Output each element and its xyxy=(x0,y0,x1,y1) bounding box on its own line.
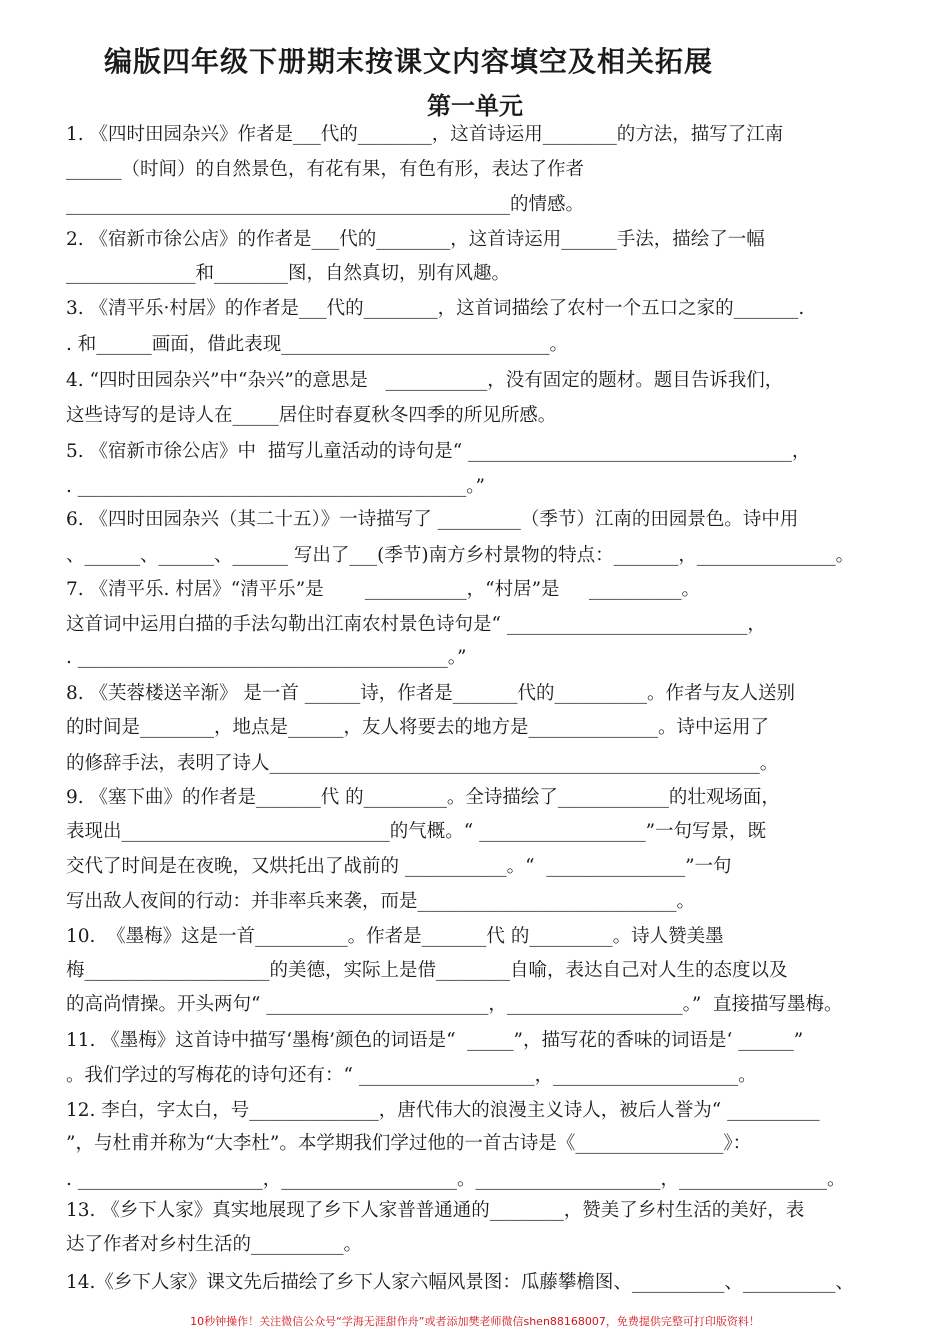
worksheet-line: ________________________________________________的情感。 xyxy=(66,194,585,215)
worksheet-line: 交代了时间是在夜晚，又烘托出了战前的 ___________。“ _______________”一句 xyxy=(66,856,732,877)
worksheet-line: 4. “四时田园杂兴”中“杂兴”的意思是 ___________，没有固定的题材。题目告诉我们， xyxy=(66,370,784,391)
worksheet-line: 达了作者对乡村生活的__________。 xyxy=(66,1234,363,1255)
worksheet-line: 梅____________________的美德，实际上是借________自喻，表达自己对人生的态度以及 xyxy=(66,960,788,981)
worksheet-line: 8. 《芙蓉楼送辛渐》 是一首 ______诗，作者是_______代的__________。作者与友人送别 xyxy=(66,683,796,704)
worksheet-line: 2. 《宿新市徐公店》的作者是___代的________，这首诗运用______手法，描绘了一幅 xyxy=(66,229,765,250)
worksheet-line: 10. 《墨梅》这是一首__________。作者是_______代 的_________。诗人赞美墨 xyxy=(66,926,724,947)
worksheet-line: . ____________________，___________________。____________________，________________。 xyxy=(66,1169,846,1190)
worksheet-line: 表现出_____________________________的气概。“ __________________”一句写景，既 xyxy=(66,821,767,842)
worksheet-line: ______（时间）的自然景色，有花有果，有色有形，表达了作者 xyxy=(66,159,585,180)
worksheet-line: 的时间是________，地点是______，友人将要去的地方是______________。诗中运用了 xyxy=(66,717,770,738)
worksheet-line: 7. 《清平乐. 村居》“清平乐”是 ___________，“村居”是 __________。 xyxy=(66,579,700,600)
worksheet-line: . __________________________________________。” xyxy=(66,476,485,497)
worksheet-line: 这些诗写的是诗人在_____居住时春夏秋冬四季的所见所感。 xyxy=(66,405,557,426)
worksheet-line: ______________和________图，自然真切，别有风趣。 xyxy=(66,263,511,284)
worksheet-line: 14.《乡下人家》课文先后描绘了乡下人家六幅风景图：瓜藤攀檐图、__________、__________、 xyxy=(66,1272,854,1293)
worksheet-line: 13. 《乡下人家》真实地展现了乡下人家普普通通的________，赞美了乡村生活的美好，表 xyxy=(66,1200,805,1221)
worksheet-line: 9. 《塞下曲》的作者是_______代 的_________。全诗描绘了____________的壮观场面， xyxy=(66,787,780,808)
worksheet-line: 写出敌人夜间的行动：并非率兵来袭，而是____________________________。 xyxy=(66,891,696,912)
worksheet-line: 11. 《墨梅》这首诗中描写‘墨梅’颜色的词语是“ _____”，描写花的香味的词语是‘ ______” xyxy=(66,1030,804,1051)
worksheet-line: 的高尚情操。开头两句“ ________________________，___________________。” 直接描写墨梅。 xyxy=(66,994,843,1015)
worksheet-line: 3. 《清平乐·村居》的作者是___代的________，这首词描绘了农村一个五口之家的_______. xyxy=(66,298,805,319)
worksheet-line: 这首词中运用白描的手法勾勒出江南农村景色诗句是“ __________________________， xyxy=(66,614,766,635)
worksheet-line: 1. 《四时田园杂兴》作者是___代的________，这首诗运用________的方法，描写了江南 xyxy=(66,124,784,145)
worksheet-line: 12. 李白，字太白，号______________，唐代伟大的浪漫主义诗人，被后人誉为“ __________ xyxy=(66,1100,820,1121)
worksheet-line: 5. 《宿新市徐公店》中 描写儿童活动的诗句是“ ___________________________________， xyxy=(66,441,811,462)
worksheet-line: ”，与杜甫并称为“大李杜”。本学期我们学过他的一首古诗是《________________》： xyxy=(66,1133,752,1154)
page-title: 编版四年级下册期末按课文内容填空及相关拓展 xyxy=(104,45,714,78)
worksheet-line: 6. 《四时田园杂兴（其二十五）》一诗描写了 _________（季节）江南的田园景色。诗中用 xyxy=(66,509,799,530)
worksheet-line: . ________________________________________。” xyxy=(66,647,467,668)
worksheet-line: 、______、______、______ 写出了___(季节)南方乡村景物的特点：_______，_______________。 xyxy=(66,545,855,566)
unit-heading: 第一单元 xyxy=(427,92,523,120)
worksheet-line: 。我们学过的写梅花的诗句还有：“ ___________________，____________________。 xyxy=(66,1065,757,1086)
worksheet-line: . 和______画面，借此表现_____________________________。 xyxy=(66,334,569,355)
worksheet-line: 的修辞手法，表明了诗人_____________________________________________________。 xyxy=(66,753,779,774)
promo-footer: 10秒钟操作！关注微信公众号“学海无涯甜作舟”或者添加樊老师微信shen88168007，免费提供完整可打印版资料！ xyxy=(190,1315,760,1328)
